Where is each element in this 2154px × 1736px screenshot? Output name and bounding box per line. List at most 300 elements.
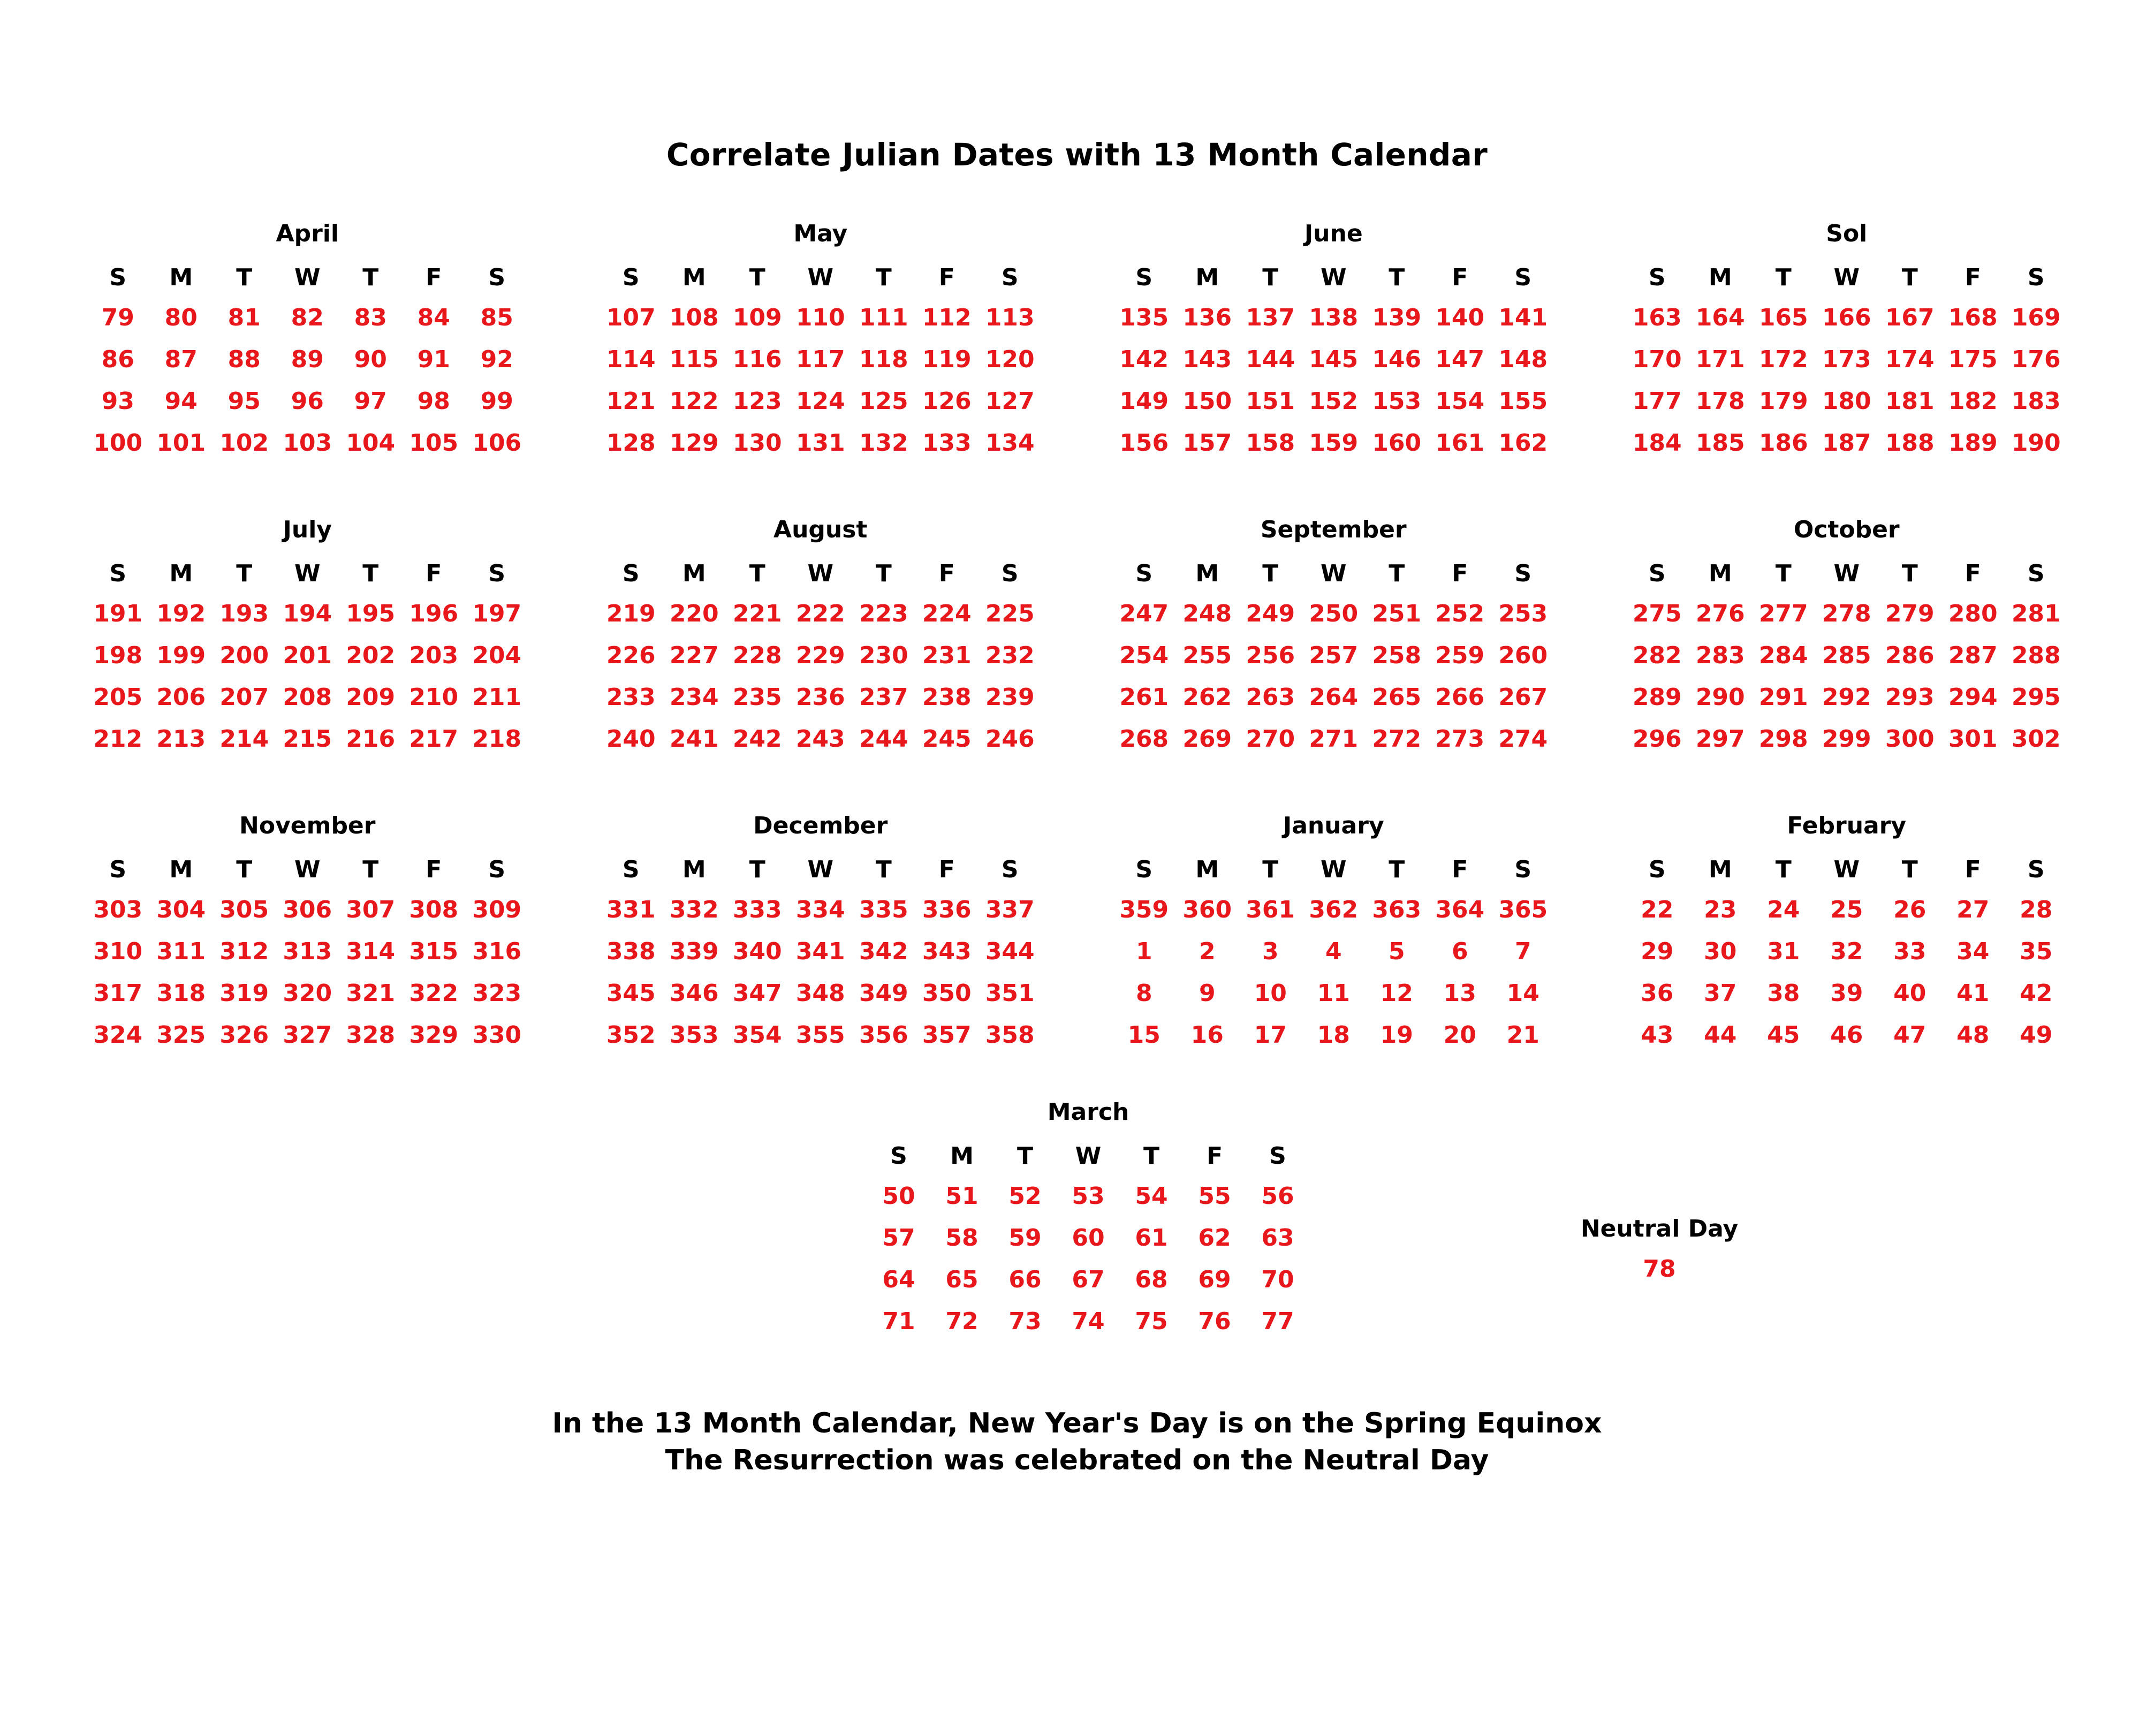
week-row [867, 1175, 1309, 1217]
julian-date-cell: 82 [291, 304, 324, 331]
julian-date-cell: 207 [219, 683, 269, 711]
julian-date-cell: 73 [1008, 1307, 1042, 1335]
day-of-week-header: T [875, 263, 892, 291]
julian-date-cell: 332 [669, 896, 719, 923]
julian-date-cell: 136 [1182, 304, 1232, 331]
julian-date-cell: 253 [1498, 600, 1548, 627]
julian-date-cell: 295 [2011, 683, 2061, 711]
julian-date-cell: 345 [606, 979, 656, 1007]
julian-date-cell: 109 [732, 304, 782, 331]
day-header-row [600, 850, 1042, 889]
week-row [1112, 422, 1554, 464]
julian-date-cell: 115 [669, 345, 719, 373]
julian-date-cell: 190 [2011, 429, 2061, 457]
julian-date-cell: 316 [472, 937, 522, 965]
julian-date-cell: 223 [859, 600, 908, 627]
julian-date-cell: 198 [93, 641, 143, 669]
julian-date-cell: 106 [472, 429, 522, 457]
julian-date-cell: 342 [859, 937, 908, 965]
month-name: August [773, 516, 868, 543]
julian-date-cell: 176 [2011, 345, 2061, 373]
day-of-week-header: M [950, 1142, 974, 1170]
julian-date-cell: 305 [219, 896, 269, 923]
julian-date-cell: 1 [1135, 937, 1152, 965]
julian-date-cell: 16 [1190, 1021, 1224, 1049]
day-of-week-header: S [1269, 1142, 1286, 1170]
week-row [600, 889, 1042, 930]
julian-date-cell: 156 [1119, 429, 1169, 457]
julian-date-cell: 164 [1695, 304, 1745, 331]
julian-date-cell: 272 [1372, 725, 1422, 753]
month-name: April [276, 220, 339, 247]
julian-date-cell: 63 [1261, 1224, 1294, 1252]
julian-date-cell: 130 [732, 429, 782, 457]
julian-date-cell: 11 [1317, 979, 1350, 1007]
julian-date-cell: 112 [922, 304, 972, 331]
julian-date-cell: 296 [1632, 725, 1682, 753]
julian-date-cell: 141 [1498, 304, 1548, 331]
julian-date-cell: 88 [227, 345, 261, 373]
julian-date-cell: 216 [346, 725, 396, 753]
julian-date-cell: 230 [859, 641, 908, 669]
julian-date-cell: 284 [1758, 641, 1808, 669]
month-table [600, 554, 1042, 760]
julian-date-cell: 280 [1948, 600, 1998, 627]
julian-date-cell: 319 [219, 979, 269, 1007]
day-of-week-header: M [1708, 855, 1732, 883]
julian-date-cell: 39 [1830, 979, 1863, 1007]
day-of-week-header: M [169, 855, 193, 883]
julian-date-cell: 257 [1309, 641, 1359, 669]
julian-date-cell: 61 [1135, 1224, 1168, 1252]
julian-date-cell: 132 [859, 429, 908, 457]
julian-date-cell: 45 [1767, 1021, 1800, 1049]
month-table [600, 850, 1042, 1056]
julian-date-cell: 235 [732, 683, 782, 711]
julian-date-cell: 30 [1704, 937, 1737, 965]
day-of-week-header: T [875, 559, 892, 587]
day-of-week-header: F [1452, 855, 1468, 883]
julian-date-cell: 35 [2020, 937, 2053, 965]
julian-date-cell: 259 [1435, 641, 1485, 669]
day-of-week-header: T [236, 855, 253, 883]
day-of-week-header: F [426, 263, 442, 291]
julian-date-cell: 337 [985, 896, 1035, 923]
julian-date-cell: 188 [1885, 429, 1935, 457]
julian-date-cell: 4 [1325, 937, 1342, 965]
julian-date-cell: 22 [1641, 896, 1674, 923]
julian-date-cell: 145 [1309, 345, 1359, 373]
julian-date-cell: 291 [1758, 683, 1808, 711]
julian-date-cell: 107 [606, 304, 656, 331]
day-of-week-header: M [1195, 263, 1219, 291]
month-name: October [1793, 516, 1900, 543]
day-of-week-header: S [1001, 855, 1019, 883]
julian-date-cell: 21 [1506, 1021, 1539, 1049]
julian-date-cell: 251 [1372, 600, 1422, 627]
julian-date-cell: 14 [1506, 979, 1539, 1007]
julian-date-cell: 228 [732, 641, 782, 669]
julian-date-cell: 93 [101, 387, 134, 415]
julian-date-cell: 229 [795, 641, 845, 669]
julian-date-cell: 113 [985, 304, 1035, 331]
day-of-week-header: F [1965, 559, 1981, 587]
julian-date-cell: 102 [219, 429, 269, 457]
julian-date-cell: 364 [1435, 896, 1485, 923]
julian-date-cell: 58 [945, 1224, 979, 1252]
julian-date-cell: 219 [606, 600, 656, 627]
julian-date-cell: 134 [985, 429, 1035, 457]
julian-date-cell: 69 [1198, 1265, 1231, 1293]
julian-date-cell: 87 [164, 345, 198, 373]
week-row [600, 972, 1042, 1014]
julian-date-cell: 25 [1830, 896, 1863, 923]
julian-date-cell: 48 [1956, 1021, 1990, 1049]
julian-date-cell: 220 [669, 600, 719, 627]
julian-date-cell: 321 [346, 979, 396, 1007]
julian-date-cell: 155 [1498, 387, 1548, 415]
julian-date-cell: 56 [1261, 1182, 1294, 1210]
week-row [1112, 676, 1554, 718]
day-of-week-header: S [1001, 263, 1019, 291]
week-row [86, 297, 528, 338]
julian-date-cell: 360 [1182, 896, 1232, 923]
julian-date-cell: 44 [1704, 1021, 1737, 1049]
neutral-day-label: Neutral Day [1580, 1215, 1739, 1242]
month-table [1112, 554, 1554, 760]
month-name: December [753, 812, 888, 839]
julian-date-cell: 2 [1199, 937, 1216, 965]
julian-date-cell: 290 [1695, 683, 1745, 711]
month-march [867, 1098, 1309, 1342]
julian-date-cell: 40 [1893, 979, 1927, 1007]
day-of-week-header: F [1452, 559, 1468, 587]
julian-date-cell: 67 [1072, 1265, 1105, 1293]
julian-date-cell: 292 [1822, 683, 1871, 711]
julian-date-cell: 92 [480, 345, 513, 373]
day-of-week-header: S [109, 855, 127, 883]
julian-date-cell: 252 [1435, 600, 1485, 627]
month-june [1077, 220, 1590, 464]
day-header-row [600, 258, 1042, 297]
julian-date-cell: 178 [1695, 387, 1745, 415]
week-row [600, 338, 1042, 380]
julian-date-cell: 263 [1246, 683, 1295, 711]
week-row [1626, 634, 2068, 676]
julian-date-cell: 358 [985, 1021, 1035, 1049]
julian-date-cell: 89 [291, 345, 324, 373]
month-january [1077, 812, 1590, 1056]
calendar-page [0, 137, 2154, 1736]
julian-date-cell: 71 [882, 1307, 915, 1335]
week-row [86, 1014, 528, 1056]
julian-date-cell: 248 [1182, 600, 1232, 627]
julian-date-cell: 142 [1119, 345, 1169, 373]
julian-date-cell: 222 [795, 600, 845, 627]
month-november [51, 812, 564, 1056]
julian-date-cell: 7 [1514, 937, 1531, 965]
julian-date-cell: 43 [1641, 1021, 1674, 1049]
day-of-week-header: M [682, 263, 706, 291]
julian-date-cell: 20 [1443, 1021, 1476, 1049]
day-header-row [1626, 850, 2068, 889]
page-title: Correlate Julian Dates with 13 Month Calendar [666, 137, 1488, 173]
julian-date-cell: 9 [1199, 979, 1216, 1007]
day-of-week-header: S [2027, 263, 2045, 291]
julian-date-cell: 163 [1632, 304, 1682, 331]
day-of-week-header: T [1901, 855, 1918, 883]
julian-date-cell: 357 [922, 1021, 972, 1049]
julian-date-cell: 293 [1885, 683, 1935, 711]
julian-date-cell: 346 [669, 979, 719, 1007]
julian-date-cell: 301 [1948, 725, 1998, 753]
julian-date-cell: 100 [93, 429, 143, 457]
week-row [1626, 718, 2068, 760]
julian-date-cell: 154 [1435, 387, 1485, 415]
day-of-week-header: T [1262, 855, 1279, 883]
julian-date-cell: 298 [1758, 725, 1808, 753]
julian-date-cell: 165 [1758, 304, 1808, 331]
julian-date-cell: 181 [1885, 387, 1935, 415]
julian-date-cell: 77 [1261, 1307, 1294, 1335]
month-name: February [1787, 812, 1907, 839]
day-of-week-header: T [749, 559, 765, 587]
julian-date-cell: 348 [795, 979, 845, 1007]
julian-date-cell: 101 [156, 429, 206, 457]
julian-date-cell: 139 [1372, 304, 1422, 331]
julian-date-cell: 338 [606, 937, 656, 965]
julian-date-cell: 72 [945, 1307, 979, 1335]
day-of-week-header: S [2027, 559, 2045, 587]
day-of-week-header: M [682, 559, 706, 587]
julian-date-cell: 326 [219, 1021, 269, 1049]
day-of-week-header: S [622, 263, 640, 291]
julian-date-cell: 270 [1246, 725, 1295, 753]
julian-date-cell: 131 [795, 429, 845, 457]
week-row [1112, 380, 1554, 422]
julian-date-cell: 53 [1072, 1182, 1105, 1210]
day-of-week-header: M [169, 559, 193, 587]
julian-date-cell: 194 [283, 600, 332, 627]
julian-date-cell: 201 [283, 641, 332, 669]
julian-date-cell: 59 [1008, 1224, 1042, 1252]
day-of-week-header: M [1195, 559, 1219, 587]
julian-date-cell: 264 [1309, 683, 1359, 711]
julian-date-cell: 74 [1072, 1307, 1105, 1335]
month-table [1626, 258, 2068, 464]
day-of-week-header: S [1135, 855, 1153, 883]
julian-date-cell: 193 [219, 600, 269, 627]
julian-date-cell: 60 [1072, 1224, 1105, 1252]
day-header-row [86, 258, 528, 297]
week-row [1112, 297, 1554, 338]
day-of-week-header: W [1833, 263, 1860, 291]
julian-date-cell: 269 [1182, 725, 1232, 753]
julian-date-cell: 247 [1119, 600, 1169, 627]
julian-date-cell: 37 [1704, 979, 1737, 1007]
julian-date-cell: 119 [922, 345, 972, 373]
julian-date-cell: 331 [606, 896, 656, 923]
julian-date-cell: 202 [346, 641, 396, 669]
day-of-week-header: T [362, 855, 379, 883]
julian-date-cell: 349 [859, 979, 908, 1007]
day-of-week-header: F [1965, 855, 1981, 883]
day-of-week-header: S [1514, 559, 1532, 587]
julian-date-cell: 15 [1127, 1021, 1161, 1049]
week-row [1112, 930, 1554, 972]
week-row [1112, 1014, 1554, 1056]
julian-date-cell: 354 [732, 1021, 782, 1049]
julian-date-cell: 18 [1317, 1021, 1350, 1049]
julian-date-cell: 151 [1246, 387, 1295, 415]
day-of-week-header: T [1262, 559, 1279, 587]
julian-date-cell: 334 [795, 896, 845, 923]
month-table [1112, 258, 1554, 464]
julian-date-cell: 231 [922, 641, 972, 669]
julian-date-cell: 294 [1948, 683, 1998, 711]
day-of-week-header: M [682, 855, 706, 883]
julian-date-cell: 320 [283, 979, 332, 1007]
julian-date-cell: 8 [1135, 979, 1152, 1007]
day-of-week-header: W [294, 559, 321, 587]
week-row [867, 1300, 1309, 1342]
week-row [1626, 593, 2068, 634]
julian-date-cell: 75 [1135, 1307, 1168, 1335]
julian-date-cell: 19 [1380, 1021, 1413, 1049]
julian-date-cell: 311 [156, 937, 206, 965]
julian-date-cell: 265 [1372, 683, 1422, 711]
julian-date-cell: 126 [922, 387, 972, 415]
julian-date-cell: 183 [2011, 387, 2061, 415]
month-name: May [793, 220, 848, 247]
julian-date-cell: 170 [1632, 345, 1682, 373]
julian-date-cell: 97 [354, 387, 387, 415]
neutral-day-value: 78 [1643, 1255, 1676, 1283]
julian-date-cell: 122 [669, 387, 719, 415]
julian-date-cell: 68 [1135, 1265, 1168, 1293]
julian-date-cell: 353 [669, 1021, 719, 1049]
month-table [1112, 850, 1554, 1056]
day-of-week-header: S [1135, 263, 1153, 291]
day-header-row [600, 554, 1042, 593]
julian-date-cell: 213 [156, 725, 206, 753]
day-of-week-header: F [938, 855, 955, 883]
julian-date-cell: 138 [1309, 304, 1359, 331]
julian-date-cell: 218 [472, 725, 522, 753]
month-table [1626, 850, 2068, 1056]
julian-date-cell: 285 [1822, 641, 1871, 669]
footer-notes [0, 1405, 2154, 1479]
julian-date-cell: 90 [354, 345, 387, 373]
month-table [600, 258, 1042, 464]
julian-date-cell: 318 [156, 979, 206, 1007]
julian-date-cell: 287 [1948, 641, 1998, 669]
julian-date-cell: 245 [922, 725, 972, 753]
julian-date-cell: 286 [1885, 641, 1935, 669]
week-row [86, 593, 528, 634]
day-of-week-header: M [1708, 559, 1732, 587]
julian-date-cell: 140 [1435, 304, 1485, 331]
julian-date-cell: 26 [1893, 896, 1927, 923]
julian-date-cell: 29 [1641, 937, 1674, 965]
julian-date-cell: 255 [1182, 641, 1232, 669]
julian-date-cell: 250 [1309, 600, 1359, 627]
julian-date-cell: 242 [732, 725, 782, 753]
day-of-week-header: M [1195, 855, 1219, 883]
julian-date-cell: 226 [606, 641, 656, 669]
julian-date-cell: 344 [985, 937, 1035, 965]
julian-date-cell: 66 [1008, 1265, 1042, 1293]
julian-date-cell: 62 [1198, 1224, 1231, 1252]
julian-date-cell: 70 [1261, 1265, 1294, 1293]
day-of-week-header: W [294, 263, 321, 291]
julian-date-cell: 50 [882, 1182, 915, 1210]
julian-date-cell: 297 [1695, 725, 1745, 753]
julian-date-cell: 114 [606, 345, 656, 373]
julian-date-cell: 24 [1767, 896, 1800, 923]
julian-date-cell: 330 [472, 1021, 522, 1049]
julian-date-cell: 277 [1758, 600, 1808, 627]
julian-date-cell: 171 [1695, 345, 1745, 373]
julian-date-cell: 83 [354, 304, 387, 331]
julian-date-cell: 13 [1443, 979, 1476, 1007]
julian-date-cell: 177 [1632, 387, 1682, 415]
week-row [86, 718, 528, 760]
julian-date-cell: 135 [1119, 304, 1169, 331]
julian-date-cell: 159 [1309, 429, 1359, 457]
julian-date-cell: 351 [985, 979, 1035, 1007]
julian-date-cell: 273 [1435, 725, 1485, 753]
julian-date-cell: 36 [1641, 979, 1674, 1007]
week-row [1112, 593, 1554, 634]
julian-date-cell: 147 [1435, 345, 1485, 373]
day-of-week-header: S [1514, 855, 1532, 883]
julian-date-cell: 117 [795, 345, 845, 373]
day-of-week-header: T [1389, 855, 1405, 883]
julian-date-cell: 209 [346, 683, 396, 711]
julian-date-cell: 281 [2011, 600, 2061, 627]
julian-date-cell: 304 [156, 896, 206, 923]
week-row [1626, 1014, 2068, 1056]
month-october [1590, 516, 2104, 760]
day-of-week-header: T [1143, 1142, 1159, 1170]
week-row [1112, 338, 1554, 380]
week-row [86, 930, 528, 972]
julian-date-cell: 210 [409, 683, 459, 711]
month-april [51, 220, 564, 464]
julian-date-cell: 157 [1182, 429, 1232, 457]
julian-date-cell: 103 [283, 429, 332, 457]
julian-date-cell: 31 [1767, 937, 1800, 965]
day-of-week-header: F [426, 559, 442, 587]
julian-date-cell: 137 [1246, 304, 1295, 331]
julian-date-cell: 266 [1435, 683, 1485, 711]
day-of-week-header: S [1514, 263, 1532, 291]
day-of-week-header: S [1648, 263, 1666, 291]
week-row [1112, 634, 1554, 676]
julian-date-cell: 260 [1498, 641, 1548, 669]
month-table [86, 258, 528, 464]
julian-date-cell: 322 [409, 979, 459, 1007]
day-of-week-header: F [1452, 263, 1468, 291]
julian-date-cell: 84 [417, 304, 450, 331]
julian-date-cell: 249 [1246, 600, 1295, 627]
day-of-week-header: W [807, 263, 834, 291]
julian-date-cell: 81 [227, 304, 261, 331]
week-row [86, 634, 528, 676]
julian-date-cell: 211 [472, 683, 522, 711]
neutral-day-block [1574, 1215, 1745, 1283]
